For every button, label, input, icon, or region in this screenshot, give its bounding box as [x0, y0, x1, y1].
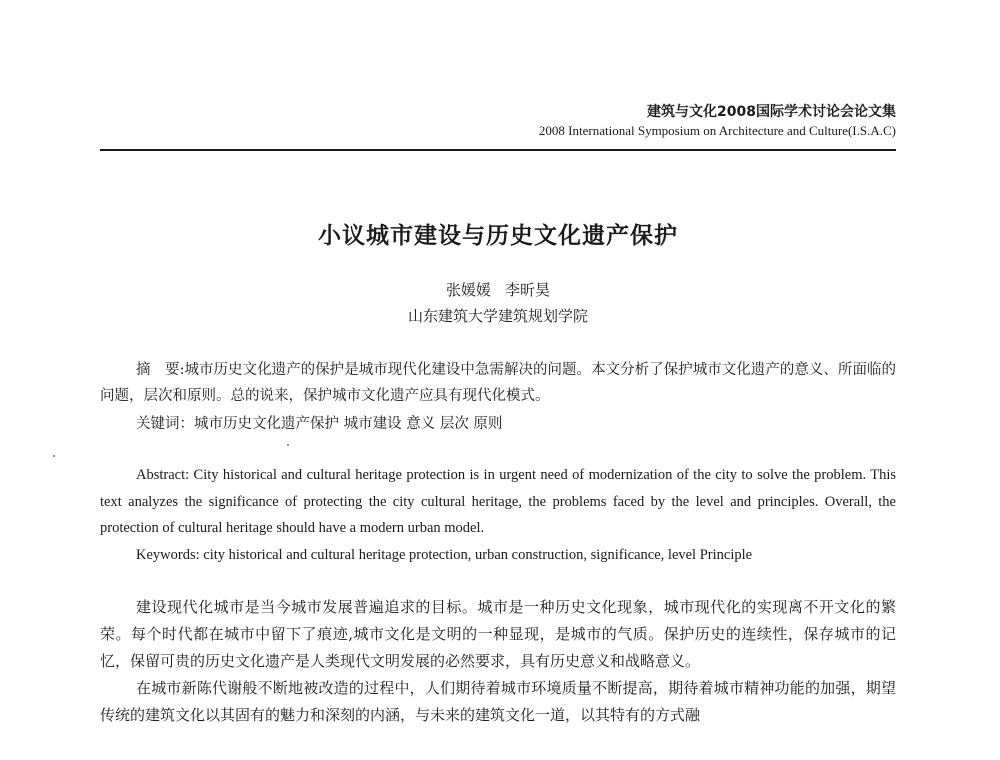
author-name: 李昕昊: [505, 281, 551, 299]
scan-speck: [287, 444, 289, 446]
conference-title-cn: 建筑与文化2008国际学术讨论会论文集: [647, 104, 896, 120]
author-affiliation: 山东建筑大学建筑规划学院: [407, 307, 588, 325]
abstract-cn-label: 摘 要:: [136, 362, 185, 378]
abstract-cn-text: 城市历史文化遗产的保护是城市现代化建设中急需解决的问题。本文分析了保护城市文化遗产的意义、所面临的问题，层次和原则。总的说来，保护城市文化遗产应具有现代化模式。: [100, 362, 896, 404]
keywords-en-text: city historical and cultural heritage protection, urban construction, significance, level Principle: [203, 547, 753, 563]
paper-title: 小议城市建设与历史文化遗产保护: [318, 223, 678, 249]
body-text: [100, 594, 896, 729]
header-rule: [100, 149, 896, 151]
author-list: [100, 279, 896, 301]
conference-title-en: 2008 International Symposium on Architecture and Culture(I.S.A.C): [538, 123, 896, 138]
abstract-cn: [100, 357, 896, 409]
scan-speck: [53, 455, 55, 457]
keywords-en: [100, 542, 896, 568]
abstract-en: [100, 462, 896, 542]
keywords-en-label: Keywords:: [136, 547, 200, 563]
body-paragraph: 建设现代化城市是当今城市发展普遍追求的目标。城市是一种历史文化现象，城市现代化的实现离不开文化的繁荣。每个时代都在城市中留下了痕迹,城市文化是文明的一种显现，是城市的气质。保护历史的连续性，保存城市的记忆，保留可贵的历史文化遗产是人类现代文明发展的必然要求，具有历史意义和战略意义。: [100, 598, 896, 670]
keywords-cn: [100, 411, 896, 437]
keywords-cn-text: 城市历史文化遗产保护 城市建设 意义 层次 原则: [194, 416, 503, 432]
abstract-en-text: City historical and cultural heritage protection is in urgent need of modernization of the city to solve the problem. This text analyzes the significance of protecting the city cultural heritage, the problems faced by the level and principles. Overall, the protection of cultural heritage should have a modern urban model.: [100, 467, 897, 536]
keywords-cn-label: 关键词：: [136, 416, 194, 432]
abstract-en-label: Abstract:: [136, 467, 190, 483]
author-name: 张媛媛: [445, 281, 491, 299]
running-header: [100, 102, 896, 140]
body-paragraph: 在城市新陈代谢般不断地被改造的过程中，人们期待着城市环境质量不断提高，期待着城市精神功能的加强，期望传统的建筑文化以其固有的魅力和深刻的内涵，与未来的建筑文化一道，以其特有的方式融: [100, 679, 896, 724]
